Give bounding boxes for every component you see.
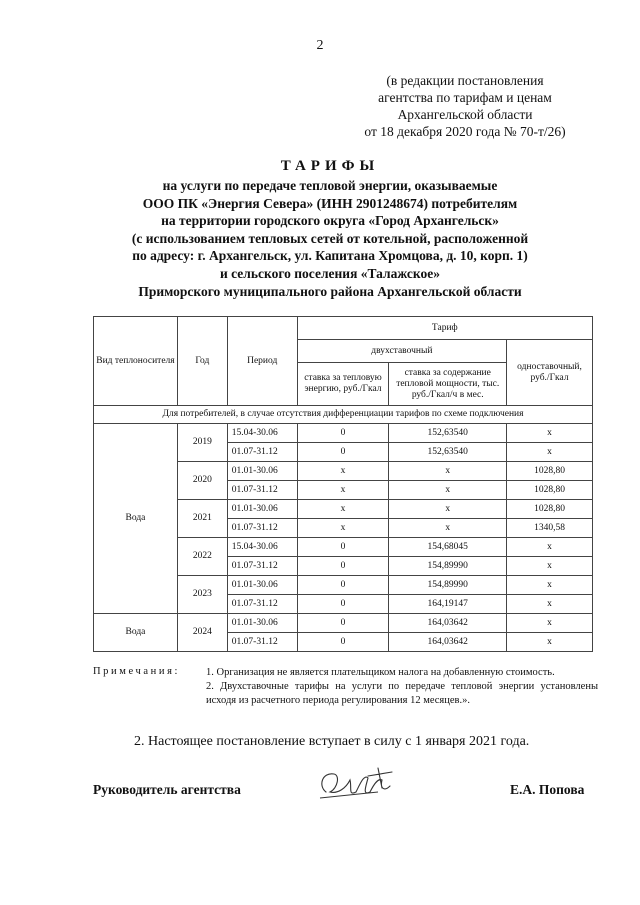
period-cell: 15.04-30.06	[227, 538, 297, 557]
section-title: Для потребителей, в случае отсутствия дифференциации тарифов по схеме подключения	[94, 406, 593, 424]
document-title	[60, 158, 600, 300]
capacity-cell: x	[389, 500, 507, 519]
signer-title: Руководитель агентства	[93, 782, 241, 797]
effective-date-clause: 2. Настоящее постановление вступает в силу с 1 января 2021 года.	[134, 734, 530, 749]
table-header-row	[94, 317, 593, 340]
title-line: (с использованием тепловых сетей от котельной, расположенной	[131, 230, 529, 246]
capacity-cell: 164,03642	[389, 614, 507, 633]
header-year: Год	[177, 317, 227, 406]
period-cell: 01.01-30.06	[227, 500, 297, 519]
capacity-cell: 164,03642	[389, 633, 507, 652]
year-cell: 2023	[177, 576, 227, 614]
period-cell: 01.07-31.12	[227, 633, 297, 652]
one-part-cell: x	[507, 633, 593, 652]
page-number: 2	[316, 38, 324, 53]
one-part-cell: x	[507, 443, 593, 462]
one-part-cell: 1028,80	[507, 481, 593, 500]
capacity-cell: x	[389, 519, 507, 538]
period-cell: 01.07-31.12	[227, 481, 297, 500]
one-part-cell: 1028,80	[507, 462, 593, 481]
edition-line: агентства по тарифам и ценам	[378, 90, 552, 105]
title-line: на услуги по передаче тепловой энергии, оказываемые	[162, 178, 498, 193]
year-cell: 2021	[177, 500, 227, 538]
notes-list	[206, 666, 598, 708]
signer-name: Е.А. Попова	[510, 782, 585, 797]
one-part-cell: x	[507, 424, 593, 443]
energy-cell: 0	[297, 443, 389, 462]
period-cell: 01.01-30.06	[227, 614, 297, 633]
period-cell: 01.01-30.06	[227, 576, 297, 595]
edition-line: Архангельской области	[397, 107, 533, 122]
edition-line: от 18 декабря 2020 года № 70-т/26)	[364, 124, 566, 139]
one-part-cell: 1340,58	[507, 519, 593, 538]
header-tariff: Тариф	[297, 317, 592, 340]
year-cell: 2020	[177, 462, 227, 500]
title-line: и сельского поселения «Талажское»	[220, 265, 440, 281]
energy-cell: 0	[297, 557, 389, 576]
header-capacity-rate: ставка за содержание тепловой мощности, тыс. руб./Гкал/ч в мес.	[389, 363, 507, 406]
tariff-table	[93, 316, 593, 652]
header-energy-rate: ставка за тепловую энергию, руб./Гкал	[297, 363, 389, 406]
capacity-cell: 152,63540	[389, 443, 507, 462]
notes-label: Примечания:	[93, 666, 181, 677]
period-cell: 01.07-31.12	[227, 443, 297, 462]
table-row	[94, 614, 593, 633]
note-item: 2. Двухставочные тарифы на услуги по передаче тепловой энергии установлены исходя из расчетного периода регулирования 12 месяцев.».	[206, 681, 598, 706]
energy-cell: 0	[297, 424, 389, 443]
title-line: по адресу: г. Архангельск, ул. Капитана Хромцова, д. 10, корп. 1)	[132, 248, 528, 264]
header-carrier: Вид теплоносителя	[94, 317, 178, 406]
energy-cell: 0	[297, 595, 389, 614]
one-part-cell: x	[507, 614, 593, 633]
energy-cell: 0	[297, 576, 389, 595]
capacity-cell: x	[389, 462, 507, 481]
capacity-cell: 154,68045	[389, 538, 507, 557]
header-period: Период	[227, 317, 297, 406]
title-line: ООО ПК «Энергия Севера» (ИНН 2901248674) потребителям	[142, 195, 518, 211]
one-part-cell: 1028,80	[507, 500, 593, 519]
period-cell: 01.07-31.12	[227, 595, 297, 614]
edition-line: (в редакции постановления	[386, 73, 544, 88]
energy-cell: 0	[297, 633, 389, 652]
header-two-part: двухставочный	[297, 340, 506, 363]
table-row	[94, 424, 593, 443]
edition-note	[340, 72, 590, 140]
title-line: Приморского муниципального района Архангельской области	[138, 283, 522, 299]
note-item: 1. Организация не является плательщиком налога на добавленную стоимость.	[206, 667, 555, 678]
period-cell: 01.07-31.12	[227, 519, 297, 538]
energy-cell: x	[297, 519, 389, 538]
period-cell: 01.07-31.12	[227, 557, 297, 576]
energy-cell: 0	[297, 538, 389, 557]
energy-cell: x	[297, 462, 389, 481]
period-cell: 01.01-30.06	[227, 462, 297, 481]
year-cell: 2024	[177, 614, 227, 652]
one-part-cell: x	[507, 595, 593, 614]
year-cell: 2019	[177, 424, 227, 462]
one-part-cell: x	[507, 557, 593, 576]
energy-cell: x	[297, 481, 389, 500]
carrier-cell: Вода	[94, 424, 178, 614]
year-cell: 2022	[177, 538, 227, 576]
period-cell: 15.04-30.06	[227, 424, 297, 443]
capacity-cell: 164,19147	[389, 595, 507, 614]
energy-cell: x	[297, 500, 389, 519]
one-part-cell: x	[507, 538, 593, 557]
header-one-part: одноставочный, руб./Гкал	[507, 340, 593, 406]
capacity-cell: 154,89990	[389, 576, 507, 595]
table-section-row	[94, 406, 593, 424]
one-part-cell: x	[507, 576, 593, 595]
capacity-cell: x	[389, 481, 507, 500]
title-main: ТАРИФЫ	[280, 158, 380, 174]
capacity-cell: 154,89990	[389, 557, 507, 576]
title-line: на территории городского округа «Город Архангельск»	[161, 213, 499, 229]
signature-image	[308, 758, 408, 808]
energy-cell: 0	[297, 614, 389, 633]
carrier-cell: Вода	[94, 614, 178, 652]
capacity-cell: 152,63540	[389, 424, 507, 443]
